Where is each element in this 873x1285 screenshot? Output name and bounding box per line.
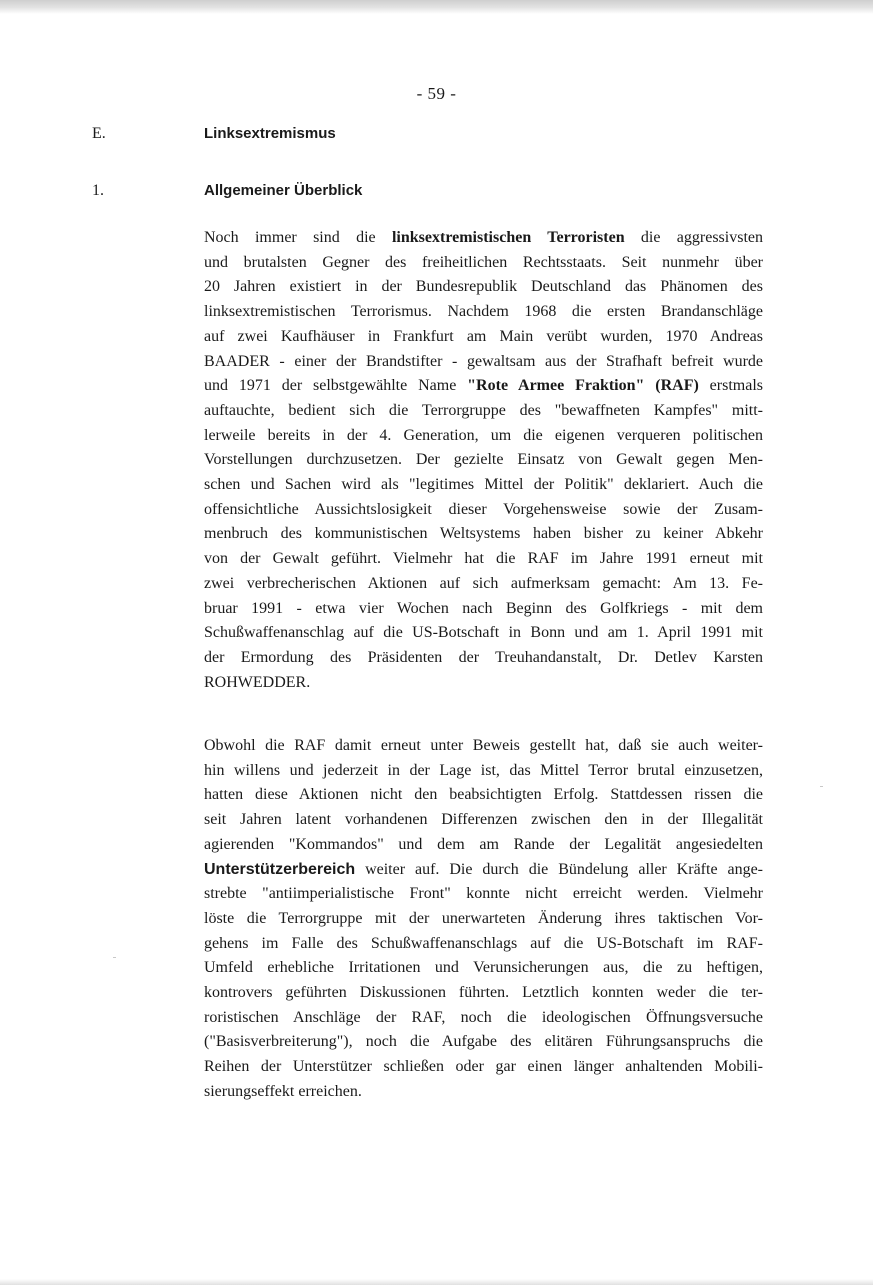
text-run: schen und Sachen wird als "legitimes Mittel der Politik" deklariert. Auch die: [204, 476, 763, 494]
emphasized-term: Unterstützerbereich: [204, 860, 356, 878]
text-run: roristischen Anschläge der RAF, noch die ideologischen Öffnungsversuche: [204, 1008, 763, 1026]
text-run: und 1971 der selbstgewählte Name: [204, 377, 468, 395]
text-run: ("Basisverbreiterung"), noch die Aufgabe des elitären Führungsanspruchs die: [204, 1033, 763, 1051]
text-run: der Ermordung des Präsidenten der Treuhandanstalt, Dr. Detlev Karsten: [204, 648, 763, 666]
text-line: [204, 981, 763, 1006]
text-run: seit Jahren latent vorhandenen Differenzen zwischen den in der Illegalität: [204, 811, 763, 829]
text-line: [204, 424, 763, 449]
text-line: [204, 858, 763, 883]
text-line: [204, 646, 763, 671]
subsection-title: Allgemeiner Überblick: [204, 182, 363, 199]
text-run: die aggressivsten: [624, 229, 764, 246]
text-line: [204, 759, 763, 784]
body-paragraph-1: [204, 226, 763, 695]
text-run: lerweile bereits in der 4. Generation, um die eigenen verqueren politischen: [204, 426, 763, 444]
text-run: Reihen der Unterstützer schließen oder gar einen länger anhaltenden Mobili-: [204, 1058, 763, 1076]
text-run: Noch immer sind die: [204, 229, 392, 246]
text-run: Schußwaffenanschlag auf die US-Botschaft in Bonn und am 1. April 1991 mit: [204, 624, 763, 642]
section-number: E.: [92, 125, 106, 142]
text-line: [204, 597, 763, 622]
page-number: - 59 -: [416, 84, 457, 103]
text-run: und brutalsten Gegner des freiheitlichen Rechtsstaats. Seit nunmehr über: [204, 253, 763, 271]
text-run: strebte "antiimperialistische Front" konnte nicht erreicht werden. Vielmehr: [204, 885, 763, 903]
text-line: [204, 325, 763, 350]
text-line: [204, 734, 763, 759]
text-run: agierenden "Kommandos" und dem am Rande der Legalität angesiedelten: [204, 835, 763, 853]
text-line: [204, 1006, 763, 1031]
text-line: [204, 572, 763, 597]
text-run: von der Gewalt geführt. Vielmehr hat die RAF im Jahre 1991 erneut mit: [204, 550, 763, 568]
text-line: [204, 374, 763, 399]
text-line: [204, 300, 763, 325]
text-run: bruar 1991 - etwa vier Wochen nach Beginn des Golfkriegs - mit dem: [204, 599, 763, 617]
text-line: [204, 833, 763, 858]
text-run: Umfeld erhebliche Irritationen und Verunsicherungen aus, die zu heftigen,: [204, 959, 763, 977]
text-line: [204, 498, 763, 523]
body-paragraph-2: [204, 734, 763, 1105]
scan-speck: [113, 957, 116, 958]
text-run: Obwohl die RAF damit erneut unter Beweis gestellt hat, daß sie auch weiter-: [204, 737, 763, 754]
text-run: sierungseffekt erreichen.: [204, 1082, 362, 1100]
text-line: [204, 1080, 763, 1105]
scan-speck: [820, 786, 823, 787]
text-line: [204, 226, 763, 251]
text-line: [204, 671, 763, 696]
text-run: linksextremistischen Terrorismus. Nachdem 1968 die ersten Brandanschläge: [204, 303, 763, 321]
text-run: gehens im Falle des Schußwaffenanschlags auf die US-Botschaft im RAF-: [204, 934, 763, 952]
text-run: auftauchte, bedient sich die Terrorgruppe des "bewaffneten Kampfes" mitt-: [204, 401, 763, 419]
text-run: löste die Terrorgruppe mit der unerwarteten Änderung ihres taktischen Vor-: [204, 909, 763, 927]
text-line: [204, 448, 763, 473]
text-line: [204, 907, 763, 932]
text-run: Vorstellungen durchzusetzen. Der gezielte Einsatz von Gewalt gegen Men-: [204, 451, 763, 469]
scan-edge-bottom: [0, 1279, 873, 1285]
text-run: menbruch des kommunistischen Weltsystems haben bisher zu keiner Abkehr: [204, 525, 763, 543]
text-run: weiter auf. Die durch die Bündelung aller Kräfte ange-: [355, 860, 763, 878]
text-line: [204, 1055, 763, 1080]
text-line: [204, 547, 763, 572]
text-line: [204, 956, 763, 981]
emphasized-term: "Rote Armee Fraktion" (RAF): [467, 377, 699, 395]
text-line: [204, 399, 763, 424]
text-line: [204, 350, 763, 375]
text-run: offensichtliche Aussichtslosigkeit dieser Vorgehensweise sowie der Zusam-: [204, 500, 763, 518]
subsection-number: 1.: [92, 182, 104, 199]
text-run: erstmals: [698, 377, 763, 395]
text-line: [204, 932, 763, 957]
text-line: [204, 783, 763, 808]
text-run: zwei verbrecherischen Aktionen auf sich aufmerksam gemacht: Am 13. Fe-: [204, 574, 763, 592]
text-run: auf zwei Kaufhäuser in Frankfurt am Main verübt wurden, 1970 Andreas: [204, 327, 763, 345]
text-line: [204, 1030, 763, 1055]
text-line: [204, 882, 763, 907]
text-run: BAADER - einer der Brandstifter - gewaltsam aus der Strafhaft befreit wurde: [204, 352, 763, 370]
text-line: [204, 251, 763, 276]
scan-edge-top: [0, 0, 873, 14]
text-run: hatten diese Aktionen nicht den beabsichtigten Erfolg. Stattdessen rissen die: [204, 786, 763, 804]
text-run: hin willens und jederzeit in der Lage ist, das Mittel Terror brutal einzusetzen,: [204, 761, 763, 779]
text-line: [204, 275, 763, 300]
text-line: [204, 621, 763, 646]
text-line: [204, 473, 763, 498]
text-line: [204, 522, 763, 547]
text-run: ROHWEDDER.: [204, 673, 311, 691]
text-line: [204, 808, 763, 833]
text-run: 20 Jahren existiert in der Bundesrepublik Deutschland das Phänomen des: [204, 278, 763, 296]
text-run: kontrovers geführten Diskussionen führten. Letztlich konnten weder die ter-: [204, 984, 763, 1002]
emphasized-term: linksextremistischen Terroristen: [391, 229, 625, 246]
section-title: Linksextremismus: [204, 125, 336, 142]
